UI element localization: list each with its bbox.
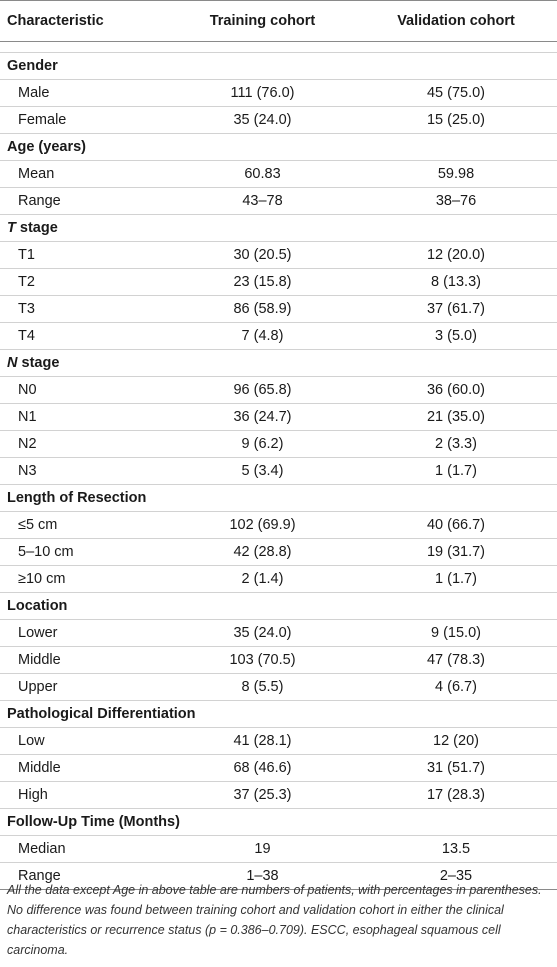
table-row xyxy=(0,836,557,863)
row-label: T2 xyxy=(0,269,170,296)
section-header-row xyxy=(0,485,557,512)
training-value: 1–38 xyxy=(170,863,355,890)
section-title-text: stage xyxy=(15,220,58,236)
table-row xyxy=(0,161,557,188)
section-title xyxy=(0,593,557,620)
training-value: 102 (69.9) xyxy=(170,512,355,539)
header-training-cohort: Training cohort xyxy=(170,1,355,42)
training-value: 41 (28.1) xyxy=(170,728,355,755)
training-value: 103 (70.5) xyxy=(170,647,355,674)
training-value: 7 (4.8) xyxy=(170,323,355,350)
table-row xyxy=(0,755,557,782)
row-label: N1 xyxy=(0,404,170,431)
section-title xyxy=(0,701,557,728)
header-characteristic: Characteristic xyxy=(0,1,170,42)
section-title-text: Length of Resection xyxy=(7,490,147,506)
table-row xyxy=(0,566,557,593)
section-header-row xyxy=(0,809,557,836)
row-label: ≤5 cm xyxy=(0,512,170,539)
row-label: Low xyxy=(0,728,170,755)
section-title-text: Gender xyxy=(7,58,58,74)
table-row xyxy=(0,80,557,107)
table-body xyxy=(0,42,557,890)
training-value: 86 (58.9) xyxy=(170,296,355,323)
validation-value: 12 (20) xyxy=(355,728,557,755)
training-value: 96 (65.8) xyxy=(170,377,355,404)
row-label: ≥10 cm xyxy=(0,566,170,593)
section-title-italic: N xyxy=(7,355,18,371)
training-value: 19 xyxy=(170,836,355,863)
validation-value: 3 (5.0) xyxy=(355,323,557,350)
validation-value: 15 (25.0) xyxy=(355,107,557,134)
row-label: Lower xyxy=(0,620,170,647)
section-title xyxy=(0,134,557,161)
training-value: 35 (24.0) xyxy=(170,107,355,134)
table-row xyxy=(0,107,557,134)
validation-value: 12 (20.0) xyxy=(355,242,557,269)
table-row xyxy=(0,728,557,755)
validation-value: 59.98 xyxy=(355,161,557,188)
row-label: Range xyxy=(0,188,170,215)
training-value: 30 (20.5) xyxy=(170,242,355,269)
row-label: Median xyxy=(0,836,170,863)
section-title xyxy=(0,809,557,836)
validation-value: 1 (1.7) xyxy=(355,458,557,485)
table-row xyxy=(0,188,557,215)
training-value: 43–78 xyxy=(170,188,355,215)
training-value: 42 (28.8) xyxy=(170,539,355,566)
table-row xyxy=(0,782,557,809)
row-label: Mean xyxy=(0,161,170,188)
row-label: Upper xyxy=(0,674,170,701)
validation-value: 21 (35.0) xyxy=(355,404,557,431)
row-label: T4 xyxy=(0,323,170,350)
row-label: 5–10 cm xyxy=(0,539,170,566)
section-title-italic: T xyxy=(7,220,16,236)
section-header-row xyxy=(0,53,557,80)
section-header-row xyxy=(0,593,557,620)
validation-value: 45 (75.0) xyxy=(355,80,557,107)
validation-value: 1 (1.7) xyxy=(355,566,557,593)
table-row xyxy=(0,512,557,539)
section-title xyxy=(0,350,557,377)
table-row xyxy=(0,377,557,404)
table-header-row xyxy=(0,1,557,42)
section-title-text: stage xyxy=(17,355,60,371)
section-title-text: Location xyxy=(7,598,68,614)
table-row xyxy=(0,269,557,296)
row-label: N0 xyxy=(0,377,170,404)
training-value: 68 (46.6) xyxy=(170,755,355,782)
table-row xyxy=(0,620,557,647)
training-value: 5 (3.4) xyxy=(170,458,355,485)
validation-value: 9 (15.0) xyxy=(355,620,557,647)
table-row xyxy=(0,539,557,566)
training-value: 36 (24.7) xyxy=(170,404,355,431)
validation-value: 4 (6.7) xyxy=(355,674,557,701)
training-value: 2 (1.4) xyxy=(170,566,355,593)
training-value: 111 (76.0) xyxy=(170,80,355,107)
row-label: Middle xyxy=(0,755,170,782)
section-title-text: Age (years) xyxy=(7,139,86,155)
validation-value: 40 (66.7) xyxy=(355,512,557,539)
validation-value: 47 (78.3) xyxy=(355,647,557,674)
section-title xyxy=(0,215,557,242)
row-label: Female xyxy=(0,107,170,134)
validation-value: 13.5 xyxy=(355,836,557,863)
row-label: T1 xyxy=(0,242,170,269)
row-label: Middle xyxy=(0,647,170,674)
validation-value: 17 (28.3) xyxy=(355,782,557,809)
table-row xyxy=(0,404,557,431)
table-row xyxy=(0,242,557,269)
section-header-row xyxy=(0,350,557,377)
table-row xyxy=(0,296,557,323)
section-header-row xyxy=(0,134,557,161)
section-title xyxy=(0,485,557,512)
row-label: N2 xyxy=(0,431,170,458)
validation-value: 2–35 xyxy=(355,863,557,890)
row-label: N3 xyxy=(0,458,170,485)
table-row xyxy=(0,458,557,485)
table-row xyxy=(0,647,557,674)
section-header-row xyxy=(0,701,557,728)
row-label: Male xyxy=(0,80,170,107)
table-row xyxy=(0,323,557,350)
row-label: T3 xyxy=(0,296,170,323)
table-row xyxy=(0,674,557,701)
row-label: Range xyxy=(0,863,170,890)
training-value: 9 (6.2) xyxy=(170,431,355,458)
section-title-text: Follow-Up Time (Months) xyxy=(7,814,180,830)
row-label: High xyxy=(0,782,170,809)
spacer-row xyxy=(0,42,557,53)
validation-value: 37 (61.7) xyxy=(355,296,557,323)
training-value: 60.83 xyxy=(170,161,355,188)
validation-value: 19 (31.7) xyxy=(355,539,557,566)
validation-value: 2 (3.3) xyxy=(355,431,557,458)
header-validation-cohort: Validation cohort xyxy=(355,1,557,42)
section-header-row xyxy=(0,215,557,242)
training-value: 37 (25.3) xyxy=(170,782,355,809)
training-value: 23 (15.8) xyxy=(170,269,355,296)
section-title xyxy=(0,53,557,80)
section-title-text: Pathological Differentiation xyxy=(7,706,196,722)
table-footnote: All the data except Age in above table are numbers of patients, with percentages in parentheses. No difference was found between training cohort and validation cohort in either the clinical characteristics or recurrence status (p = 0.386–0.709). ESCC, esophageal squamous cell carcinoma. xyxy=(7,883,542,957)
validation-value: 8 (13.3) xyxy=(355,269,557,296)
validation-value: 31 (51.7) xyxy=(355,755,557,782)
training-value: 35 (24.0) xyxy=(170,620,355,647)
validation-value: 36 (60.0) xyxy=(355,377,557,404)
validation-value: 38–76 xyxy=(355,188,557,215)
training-value: 8 (5.5) xyxy=(170,674,355,701)
table-row xyxy=(0,431,557,458)
